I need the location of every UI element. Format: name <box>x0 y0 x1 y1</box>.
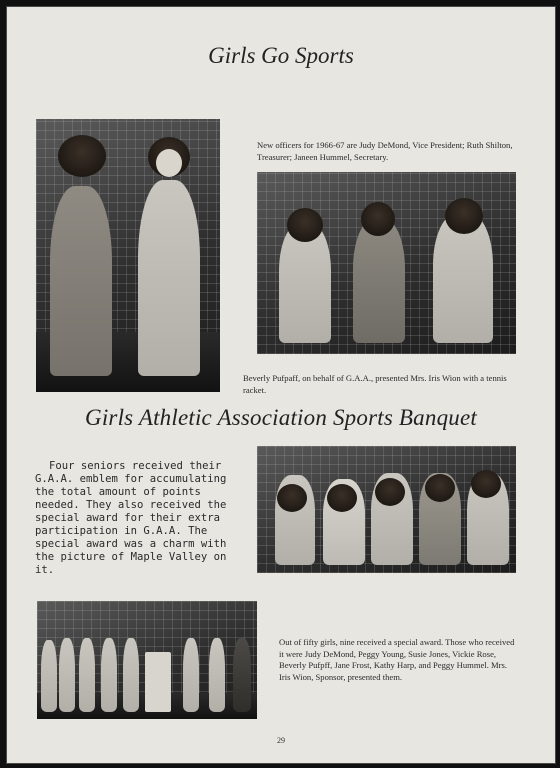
photo-figure <box>183 638 199 712</box>
photo-figure <box>123 638 139 712</box>
photo-figure-head <box>375 478 405 506</box>
photo-podium <box>145 652 171 712</box>
photo-figure-face <box>156 149 182 177</box>
photo-figure <box>79 638 95 712</box>
page-number: 29 <box>277 736 285 745</box>
emblem-paragraph: Four seniors received their G.A.A. emblem for accumulating the total amount of points needed. They also received the special award for their extra participation in G.A.A. The special award was a charm with the picture of Maple Valley on it. <box>35 460 227 576</box>
photo-figure-head <box>425 474 455 502</box>
photo-figure-head <box>445 198 483 234</box>
officers-caption: New officers for 1966-67 are Judy DeMond, Vice President; Ruth Shilton, Treasurer; Janeen Hummel, Secretary. <box>257 140 513 162</box>
special-award-caption: Out of fifty girls, nine received a special award. Those who received it were Judy DeMond, Peggy Young, Susie Jones, Vickie Rose, Beverly Pufpff, Jane Frost, Kathy Harp, and Peggy Hummel. Mrs. Iris Wion, Sponsor, presented them. <box>279 637 515 682</box>
photo-figure <box>101 638 117 712</box>
photo-figure <box>233 638 251 712</box>
photo-figure-head <box>361 202 395 236</box>
page-title: Girls Go Sports <box>208 43 354 68</box>
photo-figure <box>41 640 57 712</box>
photo-new-officers <box>257 172 516 354</box>
racket-caption: Beverly Pufpaff, on behalf of G.A.A., presented Mrs. Iris Wion with a tennis racket. <box>243 373 507 395</box>
photo-figure-head <box>277 484 307 512</box>
photo-special-award-recipients <box>37 601 257 719</box>
photo-figure <box>353 219 405 343</box>
photo-figure <box>138 180 200 376</box>
section-title: Girls Athletic Association Sports Banquet <box>85 405 477 430</box>
photo-figure <box>209 638 225 712</box>
photo-figure-head <box>327 484 357 512</box>
photo-figure <box>59 638 75 712</box>
photo-figure <box>50 186 112 376</box>
photo-figure-head <box>58 135 106 177</box>
photo-figure-head <box>287 208 323 242</box>
yearbook-page <box>6 6 556 764</box>
photo-figure-head <box>471 470 501 498</box>
photo-racket-presentation <box>36 119 220 392</box>
photo-emblem-recipients <box>257 446 516 573</box>
